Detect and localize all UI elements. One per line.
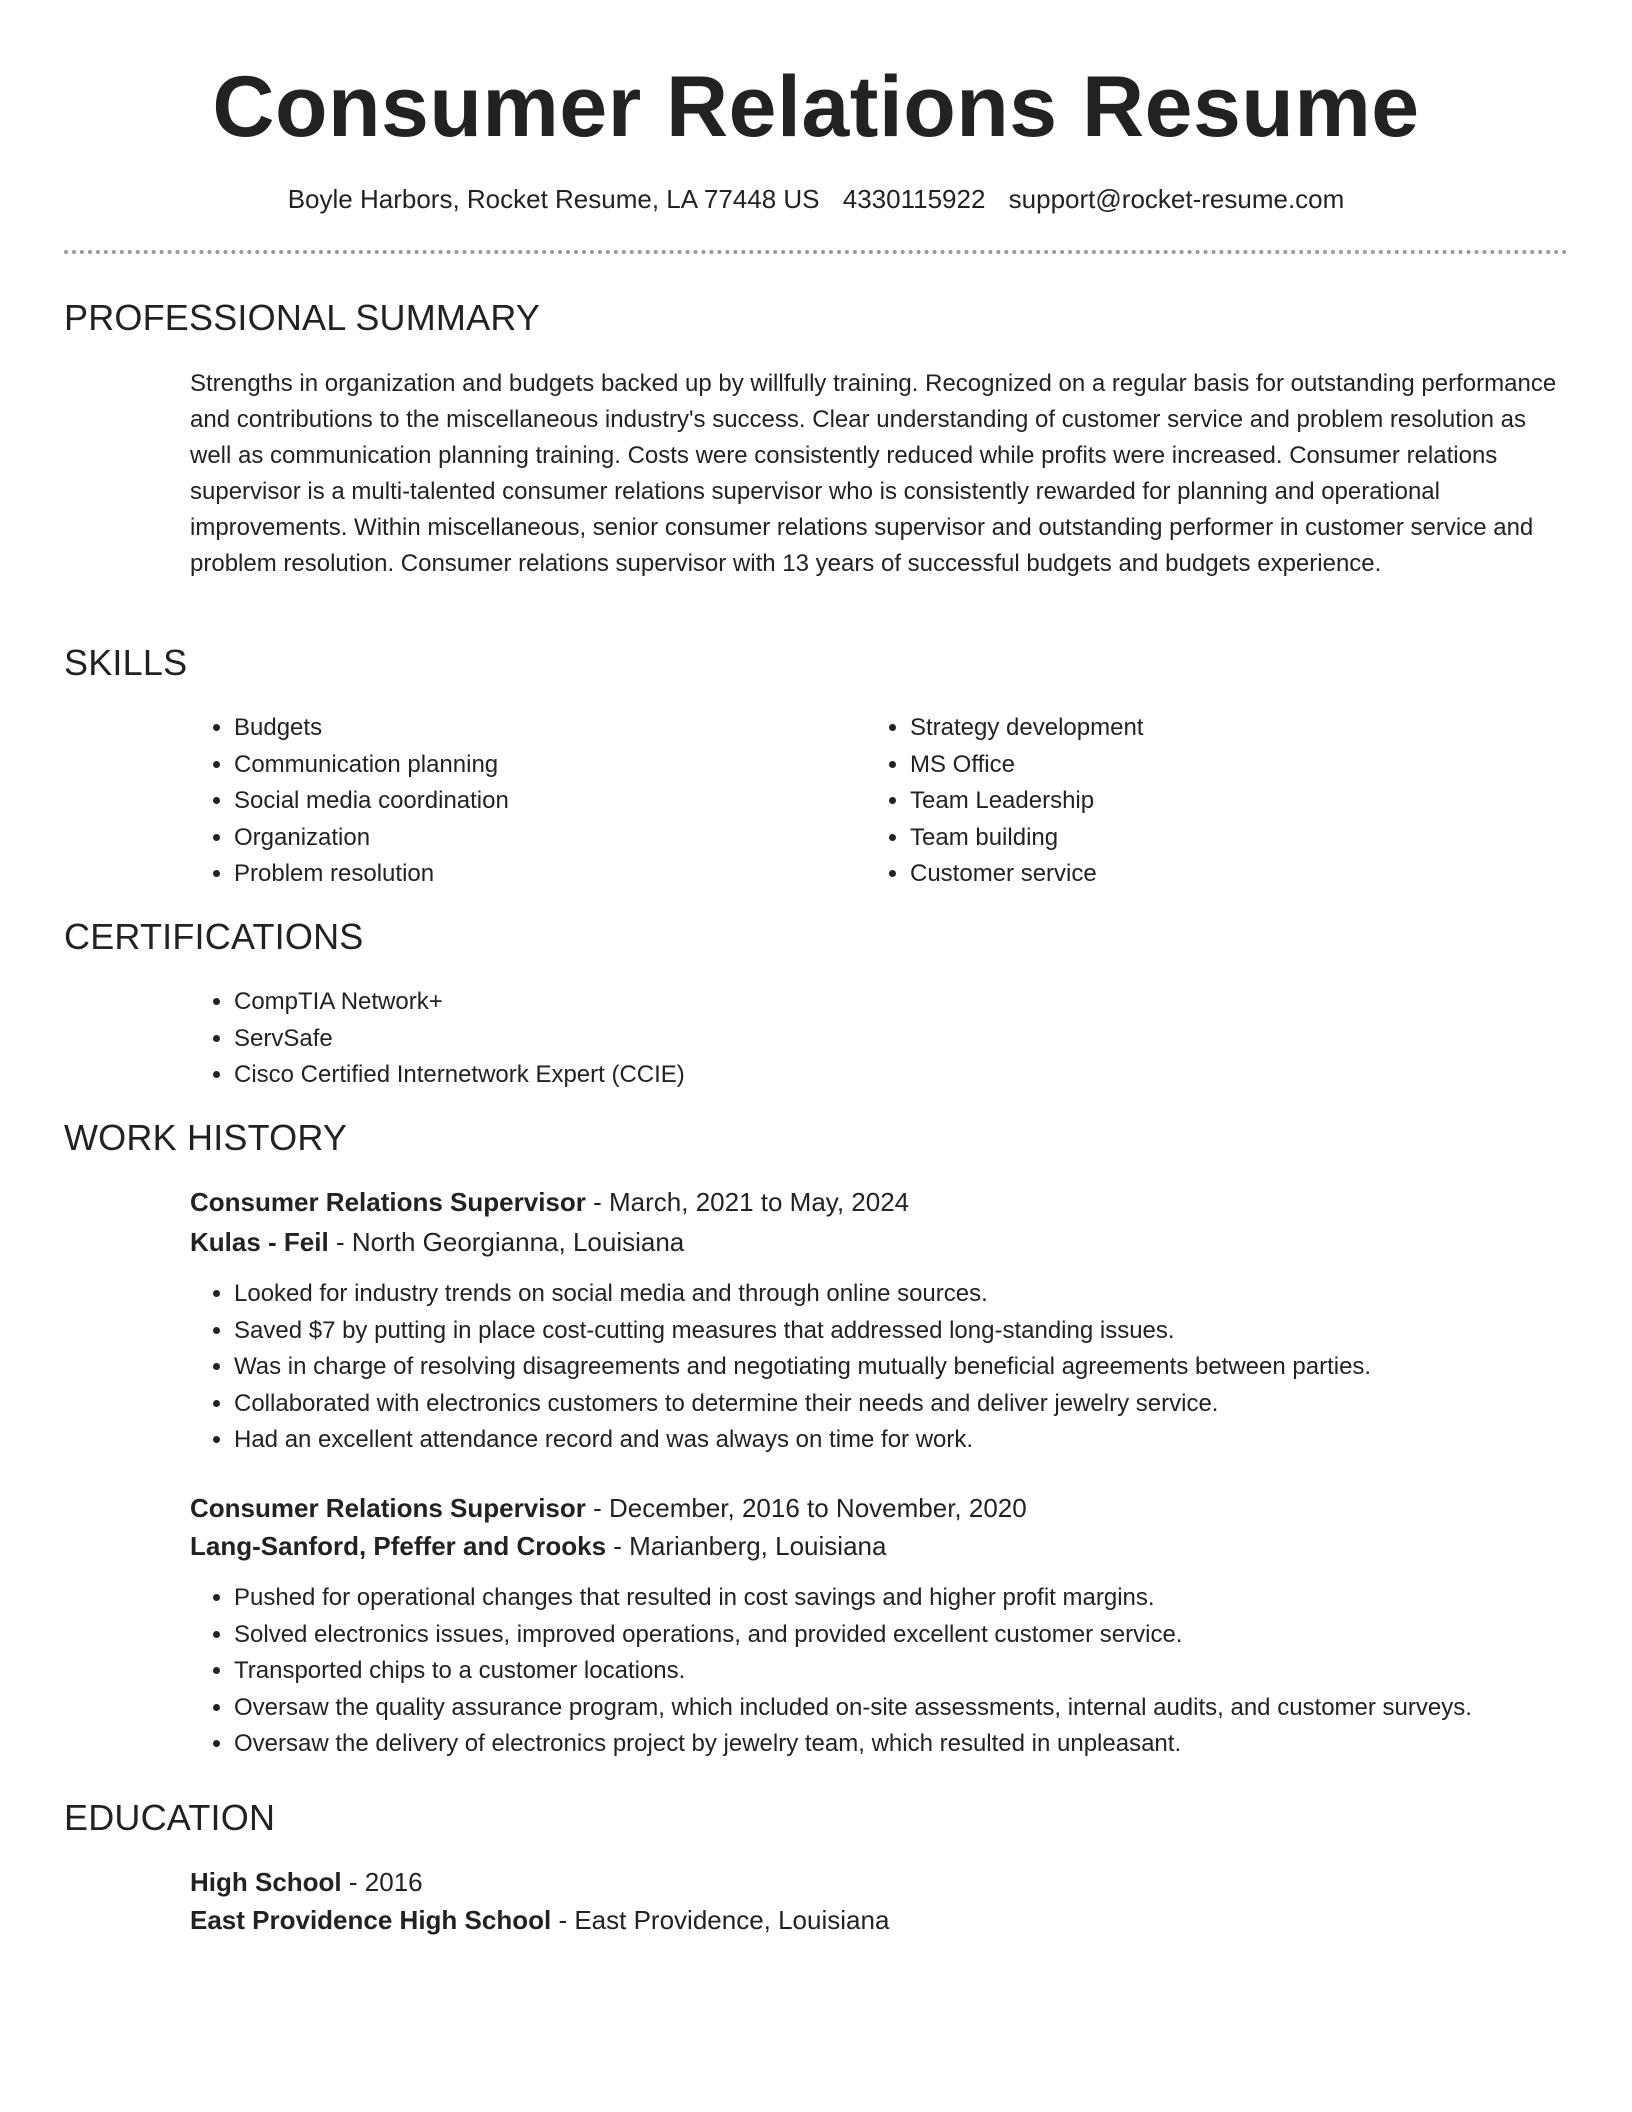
- education-degree: High School: [190, 1867, 342, 1897]
- separator: -: [593, 1187, 610, 1217]
- job-bullet: • Oversaw the delivery of electronics project by jewelry team, which resulted in unpleasant.: [234, 1726, 1614, 1763]
- summary-heading: PROFESSIONAL SUMMARY: [64, 297, 541, 338]
- job-company: Kulas - Feil: [190, 1227, 329, 1257]
- job-bullet: • Solved electronics issues, improved operations, and provided excellent customer service.: [234, 1617, 1614, 1654]
- separator: -: [593, 1493, 610, 1523]
- skill-item: • Communication planning: [234, 747, 854, 784]
- job-bullet: • Looked for industry trends on social media and through online sources.: [234, 1276, 1614, 1313]
- separator: -: [348, 1867, 365, 1897]
- skill-item: • Organization: [234, 820, 854, 857]
- job-bullet: • Was in charge of resolving disagreements and negotiating mutually beneficial agreements between parties.: [234, 1349, 1614, 1386]
- skills-list-right: [866, 710, 1550, 893]
- separator: -: [613, 1531, 630, 1561]
- contact-email: support@rocket-resume.com: [1008, 184, 1345, 214]
- contact-line: [0, 182, 1632, 216]
- education-school: East Providence High School: [190, 1905, 552, 1935]
- skill-item: • Strategy development: [910, 710, 1550, 747]
- summary-text: Strengths in organization and budgets backed up by willfully training. Recognized on a regular basis for outstanding performance and contributions to the miscellaneous industry's success. Clear understanding of customer service and problem resolution as well as communication planning training. Costs were consistently reduced while profits were increased. Consumer relations supervisor is a multi-talented consumer relations supervisor who is consistently rewarded for planning and operational improvements. Within miscellaneous, senior consumer relations supervisor and outstanding performer in customer service and problem resolution. Consumer relations supervisor with 13 years of successful budgets and budgets experience.: [190, 370, 1557, 577]
- certification-item: • CompTIA Network+: [234, 984, 1534, 1021]
- job-title: Consumer Relations Supervisor: [190, 1187, 586, 1217]
- skill-item: • MS Office: [910, 747, 1550, 784]
- job-bullet: • Oversaw the quality assurance program, which included on-site assessments, internal audits, and customer surveys.: [234, 1690, 1614, 1727]
- job-company: Lang-Sanford, Pfeffer and Crooks: [190, 1531, 607, 1561]
- separator: -: [558, 1905, 575, 1935]
- job-bullet: • Collaborated with electronics customers to determine their needs and deliver jewelry service.: [234, 1386, 1614, 1423]
- work-history-heading: WORK HISTORY: [64, 1117, 348, 1158]
- skill-item: • Customer service: [910, 856, 1550, 893]
- certifications-list: [190, 984, 1534, 1094]
- job-bullet: • Pushed for operational changes that resulted in cost savings and higher profit margins.: [234, 1580, 1614, 1617]
- certifications-heading: CERTIFICATIONS: [64, 916, 364, 957]
- job-bullets: [190, 1276, 1614, 1459]
- education-school-line: [190, 1902, 889, 1938]
- job-dates: December, 2016 to November, 2020: [609, 1493, 1027, 1523]
- job-location: Marianberg, Louisiana: [629, 1531, 887, 1561]
- separator: -: [335, 1227, 352, 1257]
- skill-item: • Problem resolution: [234, 856, 854, 893]
- education-degree-line: [190, 1864, 423, 1900]
- job-company-line: [190, 1224, 684, 1260]
- job-bullets: [190, 1580, 1614, 1763]
- contact-address: Boyle Harbors, Rocket Resume, LA 77448 US: [287, 184, 820, 214]
- certification-item: • ServSafe: [234, 1021, 1534, 1058]
- resume-title: Consumer Relations Resume: [212, 59, 1420, 155]
- job-location: North Georgianna, Louisiana: [351, 1227, 685, 1257]
- job-title-line: [190, 1184, 909, 1220]
- job-bullet: • Transported chips to a customer locations.: [234, 1653, 1614, 1690]
- header-divider: [64, 250, 1568, 254]
- job-bullet: • Had an excellent attendance record and was always on time for work.: [234, 1422, 1614, 1459]
- skill-item: • Team Leadership: [910, 783, 1550, 820]
- job-title-line: [190, 1490, 1027, 1526]
- skill-item: • Budgets: [234, 710, 854, 747]
- skill-item: • Social media coordination: [234, 783, 854, 820]
- skills-heading: SKILLS: [64, 642, 188, 683]
- job-title: Consumer Relations Supervisor: [190, 1493, 586, 1523]
- job-bullet: • Saved $7 by putting in place cost-cutting measures that addressed long-standing issues.: [234, 1313, 1614, 1350]
- contact-phone: 4330115922: [842, 184, 986, 214]
- education-heading: EDUCATION: [64, 1797, 276, 1838]
- education-year: 2016: [364, 1867, 423, 1897]
- skill-item: • Team building: [910, 820, 1550, 857]
- job-company-line: [190, 1528, 886, 1564]
- certification-item: • Cisco Certified Internetwork Expert (CCIE): [234, 1057, 1534, 1094]
- skills-list-left: [190, 710, 854, 893]
- education-location: East Providence, Louisiana: [574, 1905, 890, 1935]
- job-dates: March, 2021 to May, 2024: [609, 1187, 910, 1217]
